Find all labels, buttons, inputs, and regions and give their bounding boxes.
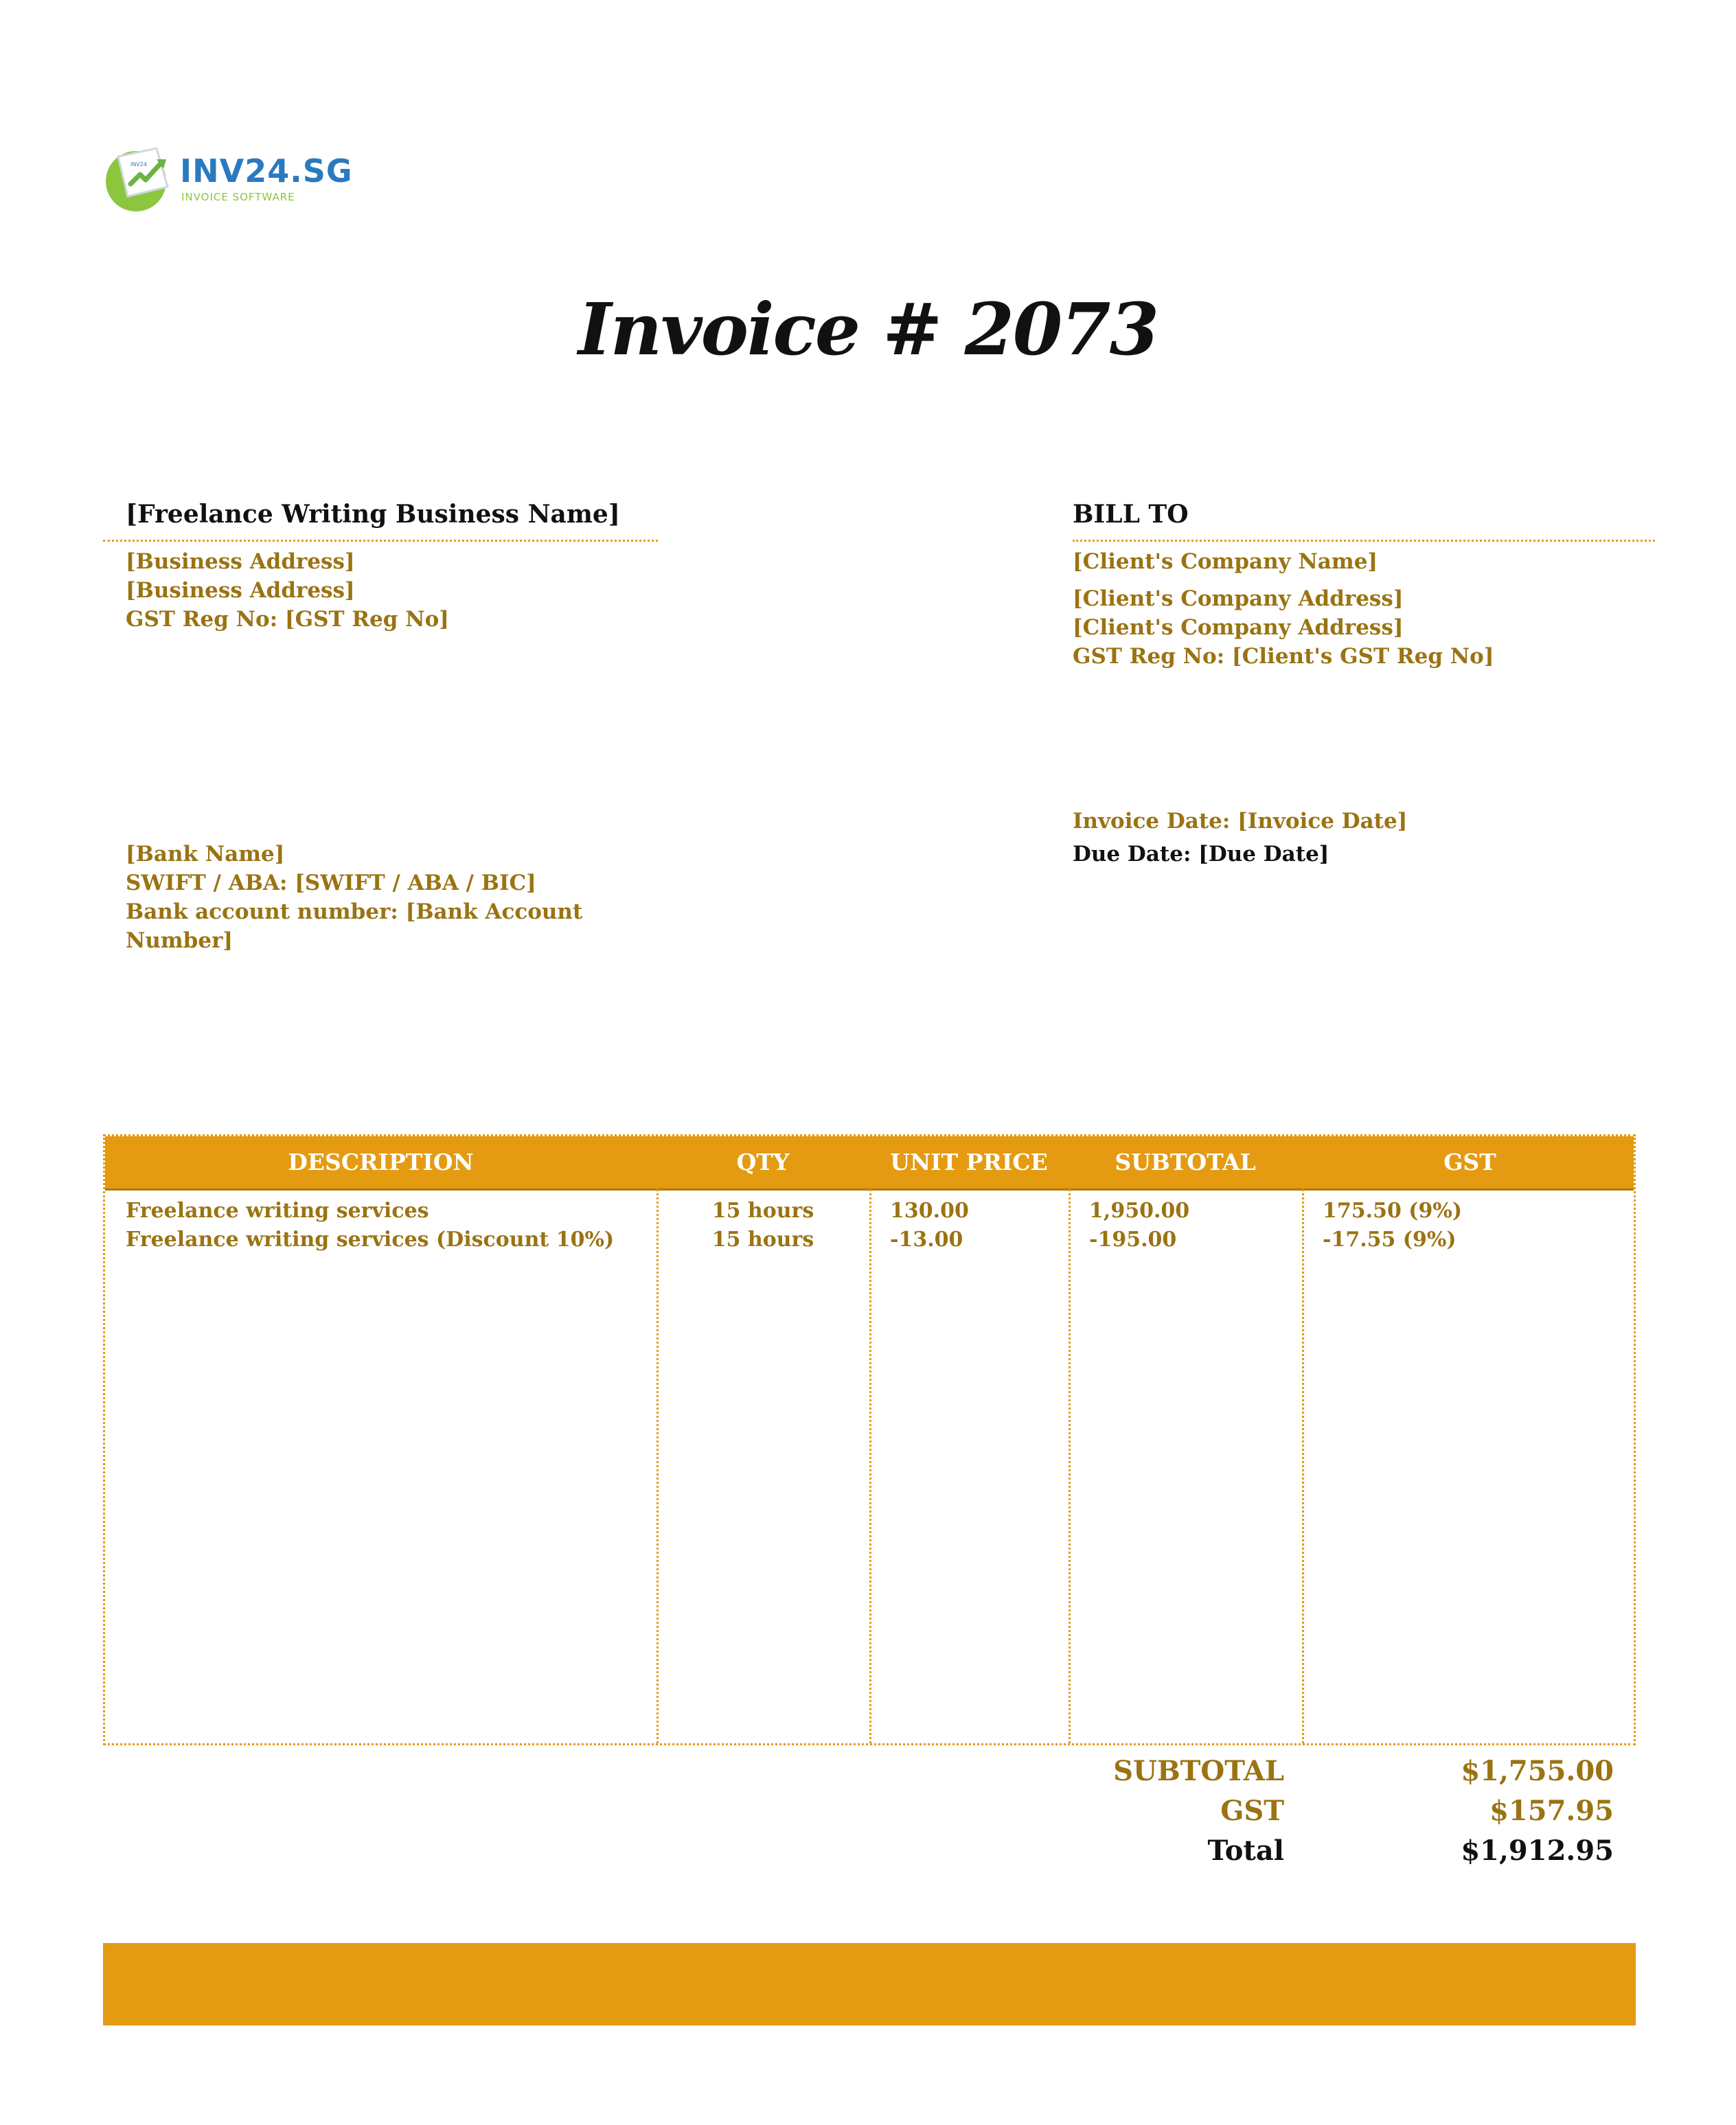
column-divider [869, 1136, 871, 1743]
bank-account-line-1: Bank account number: [Bank Account [126, 899, 583, 924]
total-value: $1,912.95 [1461, 1835, 1614, 1867]
seller-address-2: [Business Address] [126, 578, 355, 603]
logo-icon [103, 141, 179, 217]
row-1-description: Freelance writing services [126, 1199, 429, 1223]
svg-text:INV24: INV24 [130, 161, 147, 168]
invoice-title: Invoice # 2073 [578, 287, 1158, 371]
row-2-description: Freelance writing services (Discount 10%) [126, 1228, 615, 1252]
row-1-gst: 175.50 (9%) [1323, 1199, 1463, 1223]
invoice-date: Invoice Date: [Invoice Date] [1073, 809, 1408, 834]
gst-label: GST [1220, 1795, 1284, 1827]
client-address-2: [Client's Company Address] [1073, 615, 1404, 640]
subtotal-label: SUBTOTAL [1113, 1755, 1284, 1787]
client-address-1: [Client's Company Address] [1073, 586, 1404, 611]
seller-address-1: [Business Address] [126, 549, 355, 574]
row-1-unit-price: 130.00 [890, 1199, 969, 1223]
column-divider [1069, 1136, 1071, 1743]
total-label: Total [1207, 1835, 1284, 1867]
logo-tagline: INVOICE SOFTWARE [181, 191, 295, 203]
col-header-description: DESCRIPTION [288, 1149, 474, 1175]
client-company-name: [Client's Company Name] [1073, 549, 1378, 574]
gst-value: $157.95 [1489, 1795, 1614, 1827]
seller-gst: GST Reg No: [GST Reg No] [126, 607, 449, 632]
col-header-unit-price: UNIT PRICE [890, 1149, 1048, 1175]
client-gst: GST Reg No: [Client's GST Reg No] [1073, 644, 1494, 669]
bank-account-line-2: Number] [126, 928, 233, 953]
row-2-qty: 15 hours [711, 1228, 814, 1252]
bank-swift: SWIFT / ABA: [SWIFT / ABA / BIC] [126, 871, 536, 895]
seller-divider [103, 540, 658, 542]
seller-name: [Freelance Writing Business Name] [126, 500, 620, 529]
col-header-gst: GST [1443, 1149, 1496, 1175]
row-1-qty: 15 hours [711, 1199, 814, 1223]
col-header-qty: QTY [736, 1149, 790, 1175]
bill-to-divider [1073, 540, 1655, 542]
due-date: Due Date: [Due Date] [1073, 842, 1329, 866]
row-2-gst: -17.55 (9%) [1323, 1228, 1457, 1252]
subtotal-value: $1,755.00 [1461, 1755, 1614, 1787]
logo-text: INV24.SG [180, 152, 353, 189]
line-items-table [103, 1134, 1636, 1745]
bank-name: [Bank Name] [126, 842, 285, 866]
row-2-subtotal: -195.00 [1089, 1228, 1177, 1252]
row-2-unit-price: -13.00 [890, 1228, 963, 1252]
col-header-subtotal: SUBTOTAL [1115, 1149, 1256, 1175]
column-divider [1302, 1136, 1304, 1743]
footer-bar [103, 1943, 1636, 2025]
row-1-subtotal: 1,950.00 [1089, 1199, 1190, 1223]
bill-to-heading: BILL TO [1073, 500, 1189, 529]
